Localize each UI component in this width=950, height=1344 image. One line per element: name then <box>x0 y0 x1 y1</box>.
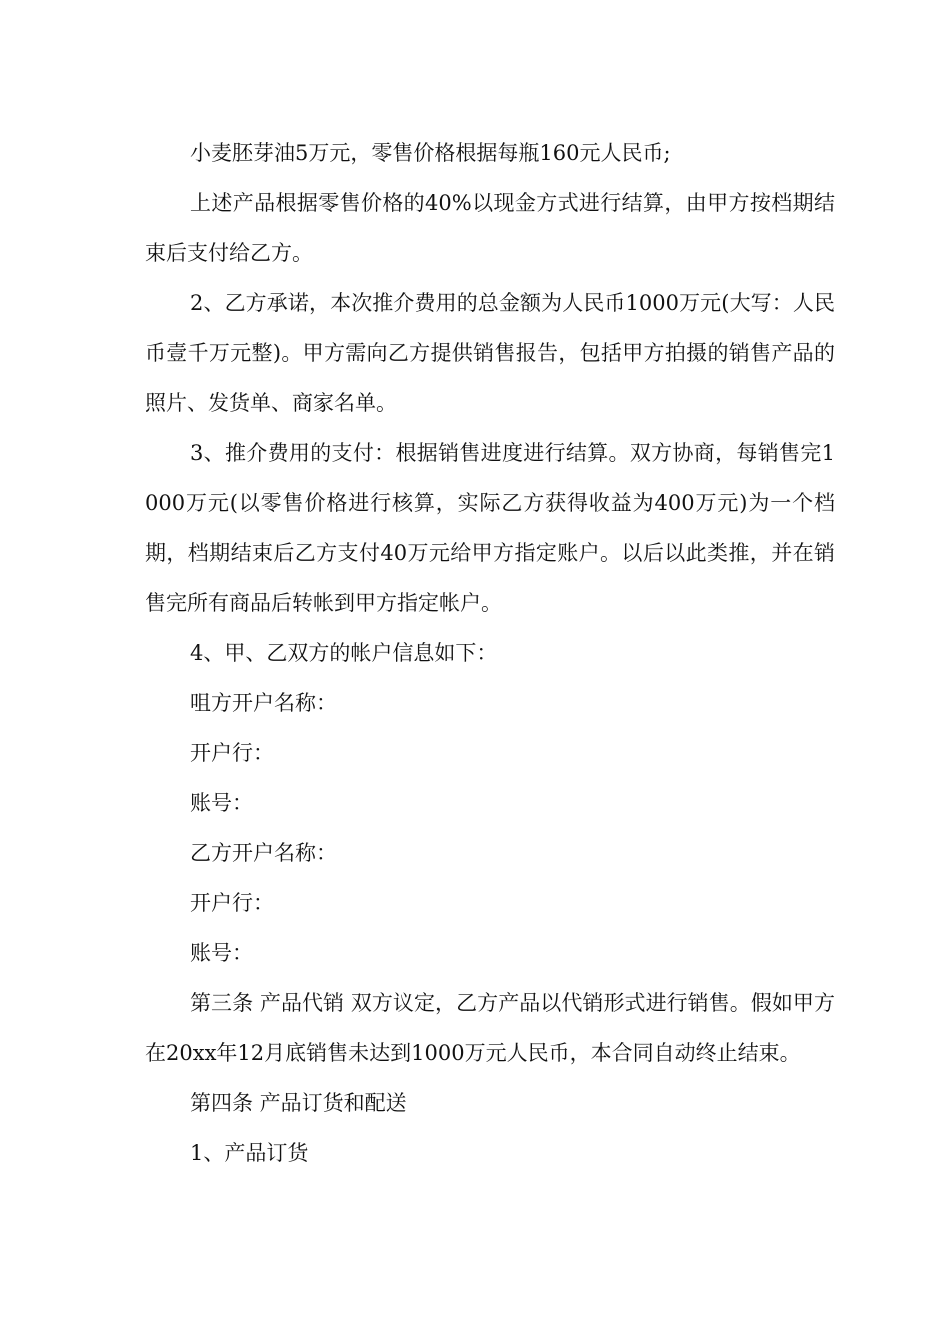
party-b-account-name: 乙方开户名称： <box>190 841 337 865</box>
party-a-account-name: 咀方开户名称： <box>190 691 337 715</box>
paragraph-account-info-heading: 4、甲、乙双方的帐户信息如下： <box>190 641 498 665</box>
paragraph-promotion-fee-commitment: 2、乙方承诺，本次推介费用的总金额为人民币1000万元(大写：人民币壹千万元整)。甲方需向乙方提供销售报告，包括甲方拍摄的销售产品的照片、发货单、商家名单。 <box>145 291 835 415</box>
party-a-account-number: 账号： <box>190 791 253 815</box>
party-a-bank: 开户行： <box>190 741 274 765</box>
party-b-bank: 开户行： <box>190 891 274 915</box>
article-three-consignment: 第三条 产品代销 双方议定，乙方产品以代销形式进行销售。假如甲方在20xx年12月底销售未达到1000万元人民币，本合同自动终止结束。 <box>145 991 835 1065</box>
party-b-account-number: 账号： <box>190 941 253 965</box>
section-product-ordering: 1、产品订货 <box>190 1141 309 1165</box>
paragraph-promotion-fee-payment: 3、推介费用的支付：根据销售进度进行结算。双方协商，每销售完1000万元(以零售价格进行核算，实际乙方获得收益为400万元)为一个档期，档期结束后乙方支付40万元给甲方指定账户。以后以此类推，并在销售完所有商品后转帐到甲方指定帐户。 <box>145 441 835 615</box>
paragraph-settlement-terms: 上述产品根据零售价格的40%以现金方式进行结算，由甲方按档期结束后支付给乙方。 <box>145 191 835 265</box>
article-four-heading: 第四条 产品订货和配送 <box>190 1091 407 1115</box>
document-body <box>145 128 835 1178</box>
paragraph-wheat-germ-oil-price: 小麦胚芽油5万元，零售价格根据每瓶160元人民币; <box>190 141 671 165</box>
